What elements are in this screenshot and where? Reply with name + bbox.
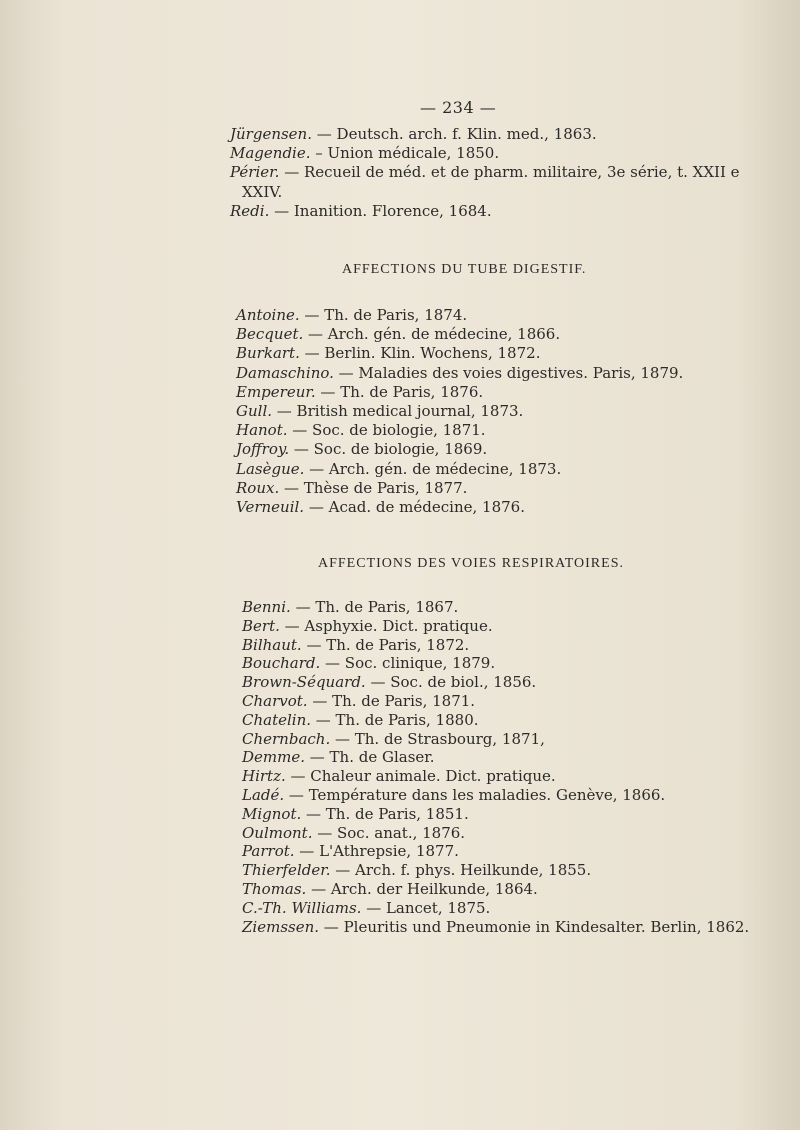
reference-text: — Arch. der Heilkunde, 1864.	[306, 879, 538, 898]
reference-text: — Maladies des voies digestives. Paris, 1879.	[333, 363, 684, 382]
reference-text: — Soc. de biologie, 1869.	[289, 440, 488, 459]
reference-text: – Union médicale, 1850.	[310, 144, 500, 163]
reference-author: Redi.	[230, 201, 270, 220]
reference-text: — L'Athrepsie, 1877.	[294, 842, 459, 861]
reference-text: — Th. de Paris, 1880.	[311, 710, 479, 729]
reference-author: Thomas.	[242, 879, 307, 898]
reference-text: — Asphyxie. Dict. pratique.	[279, 616, 493, 635]
reference-text: — Arch. f. phys. Heilkunde, 1855.	[330, 861, 592, 880]
reference-entry	[236, 479, 683, 498]
reference-entry	[242, 636, 749, 655]
reference-text: — Pleuritis und Pneumonie in Kindesalter. Berlin, 1862.	[319, 917, 750, 936]
reference-text: — Arch. gén. de médecine, 1873.	[304, 459, 562, 478]
reference-entry	[242, 899, 749, 918]
reference-text: — Soc. de biol., 1856.	[365, 673, 537, 692]
reference-entry	[236, 440, 683, 459]
reference-entry	[230, 144, 740, 163]
reference-text: — Température dans les maladies. Genève, 1866.	[284, 785, 666, 804]
reference-entry	[236, 460, 683, 479]
reference-entry	[236, 344, 683, 363]
reference-author: Ladé.	[242, 785, 285, 804]
reference-text: — Th. de Paris, 1876.	[315, 382, 484, 401]
reference-author: Chernbach.	[242, 729, 331, 748]
reference-entry	[242, 786, 749, 805]
reference-text: — Th. de Paris, 1874.	[299, 306, 468, 324]
reference-author: Bert.	[242, 616, 280, 635]
reference-author: Antoine.	[236, 306, 300, 324]
reference-author: Oulmont.	[242, 823, 313, 842]
reference-text: — Deutsch. arch. f. Klin. med., 1863.	[312, 125, 597, 143]
reference-entry	[242, 673, 749, 692]
reference-entry	[242, 880, 749, 899]
reference-text: — Berlin. Klin. Wochens, 1872.	[299, 344, 541, 363]
reference-text: — Acad. de médecine, 1876.	[304, 498, 525, 517]
reference-entry	[242, 692, 749, 711]
reference-author: Lasègue.	[236, 459, 305, 478]
reference-entry	[242, 598, 749, 617]
reference-author: Becquet.	[236, 325, 304, 344]
reference-author: Parrot.	[242, 842, 295, 861]
reference-author: Bouchard.	[242, 654, 321, 673]
reference-continuation: XXIV.	[242, 182, 283, 201]
reference-entry	[236, 383, 683, 402]
reference-entry	[242, 730, 749, 749]
reference-text: — Thèse de Paris, 1877.	[279, 478, 468, 497]
reference-author: Damaschino.	[236, 363, 334, 382]
reference-text: — Th. de Paris, 1871.	[307, 691, 476, 710]
reference-entry	[242, 861, 749, 880]
reference-author: Verneuil.	[236, 498, 305, 517]
reference-author: Jürgensen.	[230, 125, 312, 143]
reference-entry	[236, 306, 683, 325]
reference-text: — Th. de Paris, 1872.	[301, 635, 470, 654]
reference-text: — Recueil de méd. et de pharm. militaire, 3e série, t. XXII e	[279, 163, 740, 182]
reference-author: Brown-Séquard.	[242, 673, 366, 692]
reference-list-top	[230, 125, 740, 221]
reference-text: — Soc. clinique, 1879.	[320, 654, 496, 673]
reference-text: — Lancet, 1875.	[361, 898, 491, 917]
reference-list-digestif	[236, 306, 683, 517]
section-heading-respiratoires: AFFECTIONS DES VOIES RESPIRATOIRES.	[318, 556, 624, 571]
reference-author: Charvot.	[242, 691, 308, 710]
reference-entry	[242, 711, 749, 730]
reference-entry	[236, 325, 683, 344]
reference-text: — Th. de Glaser.	[305, 748, 435, 767]
section-heading-digestif: AFFECTIONS DU TUBE DIGESTIF.	[342, 262, 587, 277]
reference-author: Gull.	[236, 402, 273, 421]
reference-author: Thierfelder.	[242, 861, 331, 880]
reference-author: Mignot.	[242, 804, 302, 823]
reference-text: — Soc. de biologie, 1871.	[287, 421, 486, 440]
reference-author: Ziemssen.	[242, 917, 320, 936]
reference-list-respiratoires	[242, 598, 749, 936]
reference-entry	[242, 805, 749, 824]
reference-author: Périer.	[230, 163, 280, 182]
reference-entry	[242, 617, 749, 636]
reference-entry	[242, 748, 749, 767]
reference-entry	[242, 824, 749, 843]
reference-entry	[236, 364, 683, 383]
reference-author: Burkart.	[236, 344, 300, 363]
reference-entry	[242, 842, 749, 861]
reference-entry	[236, 498, 683, 517]
page-number: — 234 —	[420, 98, 497, 117]
reference-entry	[242, 918, 749, 937]
reference-entry	[236, 421, 683, 440]
reference-text: — Soc. anat., 1876.	[312, 823, 466, 842]
reference-author: Bilhaut.	[242, 635, 302, 654]
reference-author: Joffroy.	[236, 440, 290, 459]
reference-entry	[242, 654, 749, 673]
reference-author: Roux.	[236, 478, 280, 497]
reference-text: — Th. de Paris, 1851.	[301, 804, 469, 823]
reference-text: — Inanition. Florence, 1684.	[269, 201, 492, 220]
reference-author: Empereur.	[236, 382, 316, 401]
reference-text: — British medical journal, 1873.	[272, 402, 524, 421]
reference-author: C.-Th. Williams.	[242, 898, 362, 917]
reference-author: Hirtz.	[242, 767, 286, 786]
reference-entry	[230, 125, 740, 144]
reference-entry	[230, 163, 740, 201]
reference-author: Benni.	[242, 598, 291, 616]
reference-text: — Th. de Paris, 1867.	[290, 598, 459, 616]
reference-text: — Chaleur animale. Dict. pratique.	[285, 767, 556, 786]
reference-entry	[242, 767, 749, 786]
reference-entry	[236, 402, 683, 421]
reference-text: — Arch. gén. de médecine, 1866.	[303, 325, 561, 344]
reference-author: Magendie.	[230, 144, 311, 163]
reference-text: — Th. de Strasbourg, 1871,	[330, 729, 545, 748]
reference-entry	[230, 202, 740, 221]
reference-author: Hanot.	[236, 421, 288, 440]
reference-author: Chatelin.	[242, 710, 312, 729]
reference-author: Demme.	[242, 748, 305, 767]
